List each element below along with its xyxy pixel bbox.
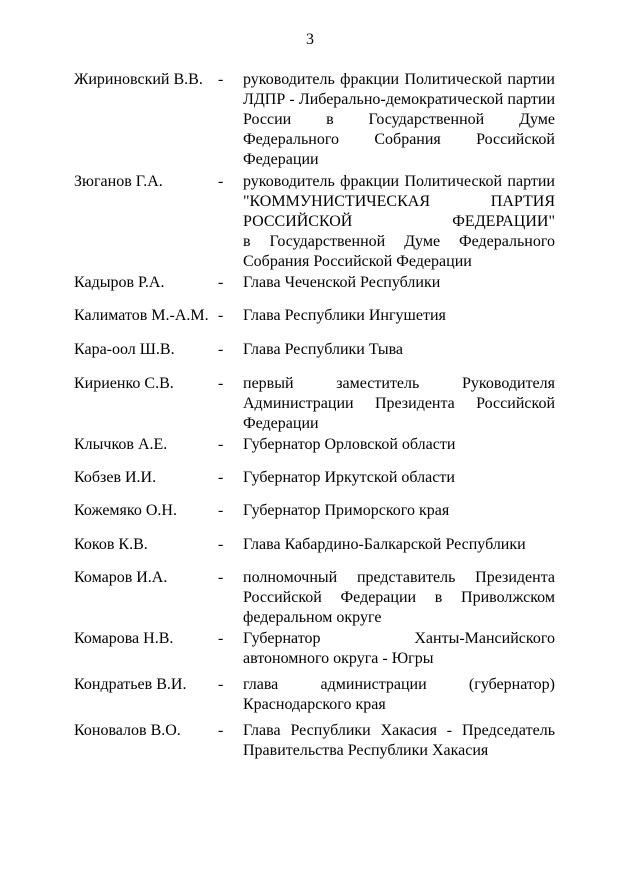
entry-description	[243, 374, 555, 434]
entry-description-line: Губернатор Орловской области	[243, 436, 456, 453]
entry-description-line: Правительства Республики Хакасия	[243, 742, 489, 759]
entry-description-line: Администрации Президента Российской	[243, 395, 555, 412]
entry-dash: -	[218, 341, 224, 358]
entry-description-line: первый заместитель Руководителя	[243, 375, 555, 392]
entry-name: Зюганов Г.А.	[74, 173, 163, 190]
entry-description-line: Российской Федерации в Приволжском	[243, 589, 555, 606]
entry-description	[243, 535, 555, 555]
entry-description-line: в Государственной Думе Федерального	[243, 233, 555, 250]
entry-description	[243, 340, 555, 360]
entry-description-line: РОССИЙСКОЙ ФЕДЕРАЦИИ"	[243, 213, 555, 230]
entry-dash: -	[218, 569, 224, 586]
entry-dash: -	[218, 722, 224, 739]
entry-description-line: федеральном округе	[243, 609, 382, 626]
entry-dash: -	[218, 436, 224, 453]
entry-description-line: "КОММУНИСТИЧЕСКАЯ ПАРТИЯ	[243, 193, 555, 210]
entry-name: Клычков А.Е.	[74, 436, 168, 453]
entry-dash: -	[218, 173, 224, 190]
entry-description	[243, 70, 555, 170]
entry-description	[243, 629, 555, 669]
entry-description-line: Глава Чеченской Республики	[243, 274, 441, 291]
entry-description-line: России в Государственной Думе	[243, 111, 555, 128]
entry-description-line: автономного округа - Югры	[243, 650, 434, 667]
entry-name: Комаров И.А.	[74, 569, 168, 586]
entry-description-line: глава администрации (губернатор)	[243, 676, 555, 693]
entry-dash: -	[218, 274, 224, 291]
entry-name: Жириновский В.В.	[74, 71, 203, 88]
entry-description	[243, 468, 555, 488]
entry-description-line: полномочный представитель Президента	[243, 569, 555, 586]
entry-description-line: Глава Республики Ингушетия	[243, 307, 446, 324]
entry-description-line: Глава Кабардино-Балкарской Республики	[243, 536, 526, 553]
entry-name: Комарова Н.В.	[74, 630, 174, 647]
entry-description-line: Губернатор Иркутской области	[243, 469, 455, 486]
entry-dash: -	[218, 536, 224, 553]
entry-description-line: Федерального Собрания Российской	[243, 131, 555, 148]
entry-description-line: Глава Республики Хакасия - Председатель	[243, 722, 555, 739]
entry-name: Коновалов В.О.	[74, 722, 181, 739]
entry-dash: -	[218, 469, 224, 486]
entry-name: Калиматов М.-А.М.	[74, 307, 209, 324]
entry-name: Кондратьев В.И.	[74, 676, 187, 693]
entry-description	[243, 172, 555, 272]
entry-dash: -	[218, 676, 224, 693]
entry-description	[243, 306, 555, 326]
entry-name: Кара-оол Ш.В.	[74, 341, 175, 358]
entry-description-line: Собрания Российской Федерации	[243, 253, 472, 270]
entry-name: Кожемяко О.Н.	[74, 502, 177, 519]
entry-name: Кобзев И.И.	[74, 469, 157, 486]
entry-description	[243, 568, 555, 628]
entry-description-line: руководитель фракции Политической партии	[243, 173, 555, 190]
entry-description	[243, 501, 555, 521]
entry-description-line: Глава Республики Тыва	[243, 341, 404, 358]
entry-name: Кириенко С.В.	[74, 375, 174, 392]
entry-description-line: Губернатор Приморского края	[243, 502, 450, 519]
entry-dash: -	[218, 502, 224, 519]
entry-name: Кадыров Р.А.	[74, 274, 165, 291]
entry-description	[243, 273, 555, 293]
entry-dash: -	[218, 71, 224, 88]
entry-description	[243, 675, 555, 715]
entry-name: Коков К.В.	[74, 536, 148, 553]
entry-description-line: руководитель фракции Политической партии	[243, 71, 555, 88]
entry-description-line: Федерации	[243, 151, 319, 168]
entry-description	[243, 721, 555, 761]
entry-dash: -	[218, 307, 224, 324]
entry-description-line: Губернатор Ханты-Мансийского	[243, 630, 555, 647]
entry-description-line: Краснодарского края	[243, 696, 386, 713]
entry-description	[243, 435, 555, 455]
entry-dash: -	[218, 375, 224, 392]
entry-description-line: ЛДПР - Либерально-демократической партии	[243, 91, 555, 108]
entry-description-line: Федерации	[243, 415, 319, 432]
page-number: 3	[306, 31, 314, 48]
entry-dash: -	[218, 630, 224, 647]
